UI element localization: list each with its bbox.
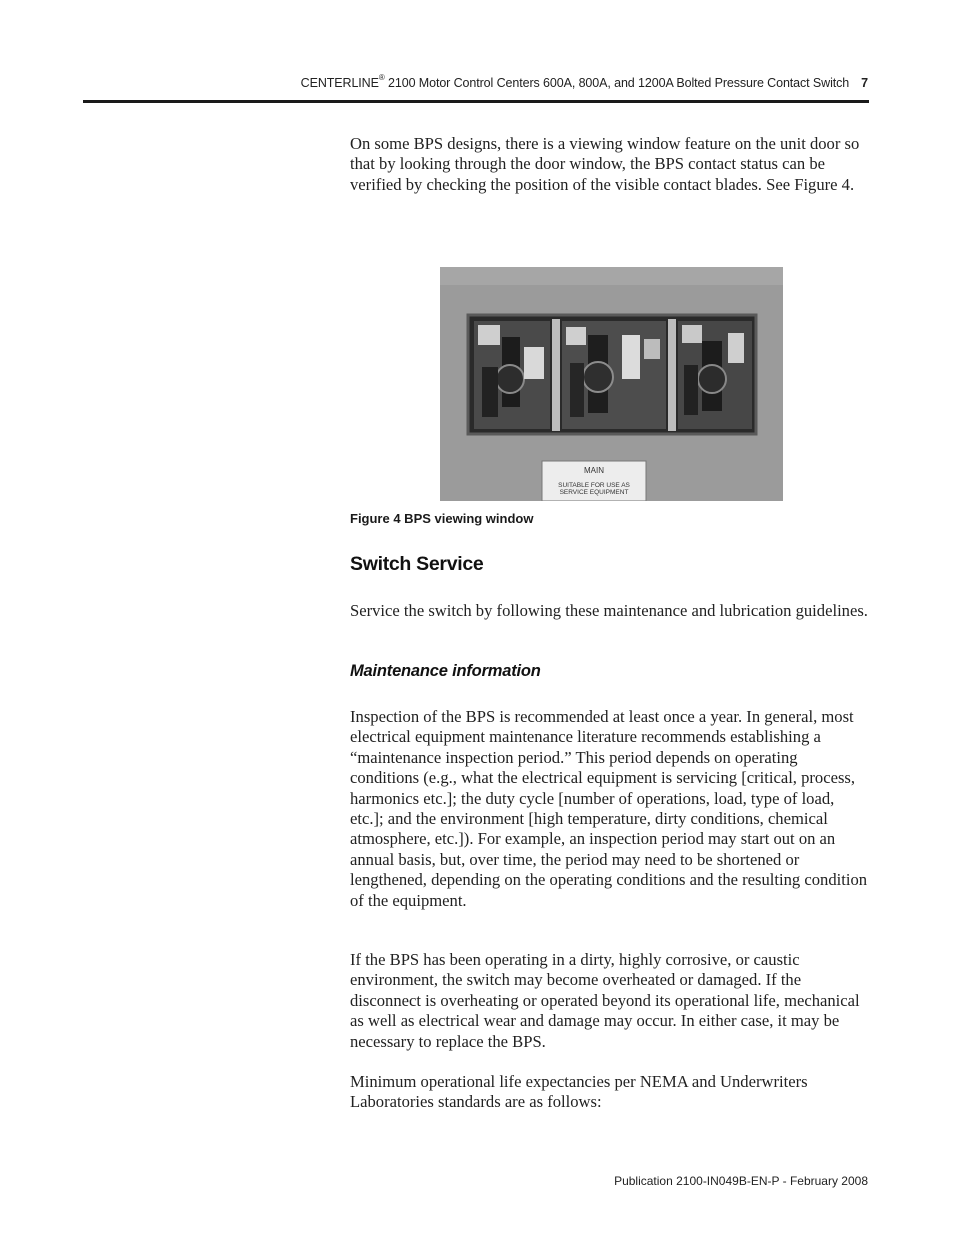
label-line-suitable: SUITABLE FOR USE AS	[558, 482, 630, 489]
maintenance-paragraph-1-block	[350, 707, 870, 911]
publication-footer: Publication 2100-IN049B-EN-P - February 2008	[614, 1174, 868, 1188]
label-line-service: SERVICE EQUIPMENT	[559, 489, 629, 496]
maintenance-paragraph-3-block	[350, 1072, 870, 1113]
maintenance-paragraph-3: Minimum operational life expectancies per NEMA and Underwriters Laboratories standards are as follows:	[350, 1072, 808, 1112]
intro-block	[350, 134, 870, 195]
maintenance-paragraph-2-block	[350, 950, 870, 1052]
bps-photo-illustration	[440, 267, 783, 501]
header-rule	[83, 100, 869, 103]
label-line-main: MAIN	[584, 466, 604, 475]
intro-paragraph: On some BPS designs, there is a viewing window feature on the unit door so that by looking through the door window, the BPS contact status can be verified by checking the position of the visible contact blades. See Figure 4.	[350, 134, 860, 194]
maintenance-paragraph-1: Inspection of the BPS is recommended at least once a year. In general, most electrical equipment maintenance literature recommends establishing a “maintenance inspection period.” This period depends on operating conditions (e.g., what the electrical equipment is servicing [critical, process, harmonics etc.]; the duty cycle [number of operations, load, type of load, etc.]; and the environment [high temperature, dirty conditions, chemical atmosphere, etc.]). For example, an inspection period may start out on an annual basis, but, over time, the period may need to be shortened or lengthened, depending on the operating conditions and the resulting condition of the equipment.	[350, 707, 868, 910]
subsection-heading: Maintenance information	[350, 662, 541, 680]
maintenance-paragraph-2: If the BPS has been operating in a dirty, highly corrosive, or caustic environment, the switch may become overheated or damaged. If the disconnect is overheating or operated beyond its operational life, mechanical as well as electrical wear and damage may occur. In either case, it may be necessary to replace the BPS.	[350, 950, 860, 1051]
section-intro-block	[350, 601, 870, 621]
section-intro-paragraph: Service the switch by following these maintenance and lubrication guidelines.	[350, 601, 868, 620]
registered-mark: ®	[378, 73, 385, 82]
section-heading: Switch Service	[350, 553, 484, 575]
header-title-suffix: 2100 Motor Control Centers 600A, 800A, and 1200A Bolted Pressure Contact Switch	[384, 76, 850, 90]
page-number: 7	[861, 76, 868, 90]
header-title-prefix: CENTERLINE	[300, 76, 379, 90]
running-header	[300, 73, 868, 90]
bps-viewing-window-photo	[440, 267, 783, 501]
figure-caption: Figure 4 BPS viewing window	[350, 511, 534, 526]
